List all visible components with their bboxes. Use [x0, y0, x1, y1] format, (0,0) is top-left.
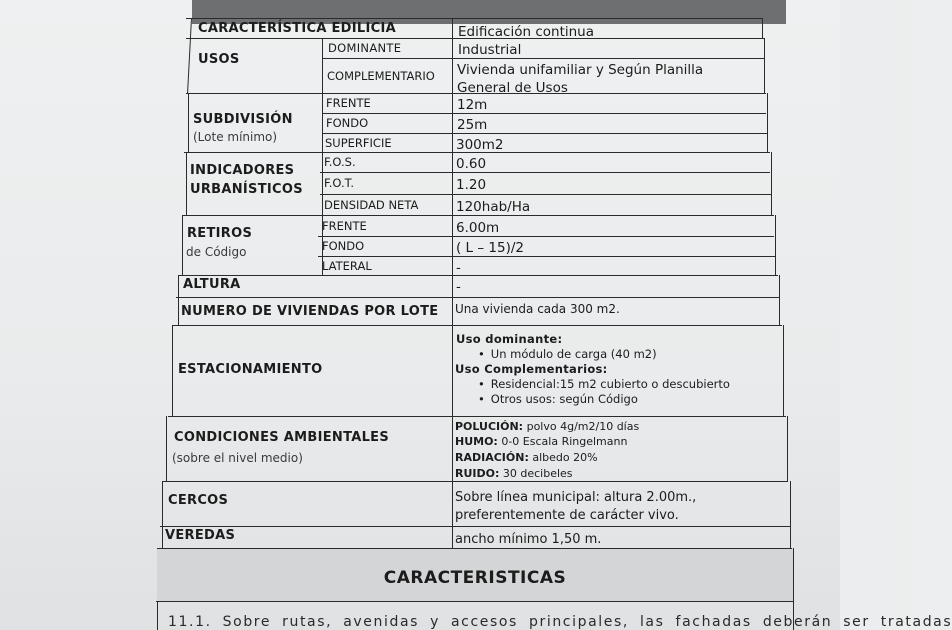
col-line: [452, 18, 453, 548]
uso-complementarios-item-2: • Otros usos: según Código: [478, 392, 638, 406]
row-line: [320, 172, 770, 173]
condiciones-sub: (sobre el nivel medio): [172, 451, 303, 465]
altura-label: ALTURA: [183, 277, 241, 292]
viviendas-value: Una vivienda cada 300 m2.: [455, 302, 620, 316]
subdivision-sub: (Lote mínimo): [193, 130, 278, 144]
row-line: [322, 58, 764, 59]
col-line: [790, 481, 791, 548]
caracteristica-edilicia-value: Edificación continua: [458, 24, 594, 40]
densidad-value: 120hab/Ha: [456, 199, 531, 215]
col-line: [178, 275, 179, 325]
row-line: [182, 215, 774, 216]
row-line: [318, 236, 774, 237]
cercos-value-line1: Sobre línea municipal: altura 2.00m.,: [455, 490, 697, 505]
col-line: [767, 93, 768, 152]
viviendas-label: NUMERO DE VIVIENDAS POR LOTE: [181, 304, 439, 319]
retiros-lateral-label: LATERAL: [322, 259, 372, 273]
usos-dominante-value: Industrial: [458, 42, 522, 58]
condicion-ruido: RUIDO: 30 decibeles: [455, 467, 573, 480]
usos-complementario-value-line1: Vivienda unifamiliar y Según Planilla: [457, 62, 704, 78]
uso-complementarios-item-1: • Residencial:15 m2 cubierto o descubierto: [478, 377, 730, 391]
col-line: [771, 152, 772, 215]
usos-complementario-value-line2: General de Usos: [457, 80, 568, 96]
usos-dominante-label: DOMINANTE: [328, 41, 402, 55]
col-line: [186, 152, 187, 215]
subdivision-label: SUBDIVISIÓN: [193, 112, 293, 127]
fos-value: 0.60: [456, 156, 487, 172]
condicion-radiacion: RADIACIÓN: albedo 20%: [455, 451, 598, 464]
row-line: [168, 416, 786, 417]
fos-label: F.O.S.: [324, 155, 356, 169]
fot-label: F.O.T.: [324, 176, 354, 190]
col-line: [182, 215, 183, 275]
altura-value: -: [456, 279, 461, 295]
cercos-value-line2: preferentemente de carácter vivo.: [455, 508, 679, 523]
subdivision-fondo-label: FONDO: [326, 116, 369, 130]
retiros-sub: de Código: [186, 245, 247, 259]
row-line: [186, 18, 762, 19]
subdivision-superficie-value: 300m2: [456, 137, 504, 153]
retiros-frente-label: FRENTE: [322, 219, 367, 233]
row-line: [318, 256, 776, 257]
paragraph-11-1: 11.1. Sobre rutas, avenidas y accesos principales, las fachadas deberán ser tratadas: [168, 614, 952, 630]
retiros-fondo-value: ( L – 15)/2: [456, 240, 524, 256]
row-line: [320, 194, 772, 195]
retiros-label: RETIROS: [187, 226, 253, 241]
condicion-humo: HUMO: 0-0 Escala Ringelmann: [455, 435, 628, 448]
densidad-label: DENSIDAD NETA: [324, 198, 419, 212]
row-line: [156, 601, 794, 602]
col-line: [172, 325, 173, 416]
fot-value: 1.20: [456, 177, 487, 193]
retiros-frente-value: 6.00m: [456, 220, 500, 236]
row-line: [172, 325, 782, 326]
col-line: [188, 93, 189, 152]
row-line: [322, 113, 766, 114]
subdivision-fondo-value: 25m: [457, 117, 488, 133]
col-line: [764, 38, 765, 93]
row-line: [160, 526, 790, 527]
veredas-label: VEREDAS: [165, 528, 236, 543]
col-line: [779, 275, 780, 325]
condiciones-label: CONDICIONES AMBIENTALES: [174, 430, 390, 445]
indicadores-label-line1: INDICADORES: [190, 163, 295, 178]
condicion-polucion: POLUCIÓN: polvo 4g/m2/10 días: [455, 420, 640, 433]
veredas-value: ancho mínimo 1,50 m.: [455, 532, 602, 547]
col-line: [775, 215, 776, 275]
col-line: [762, 18, 763, 38]
usos-label: USOS: [198, 52, 240, 67]
col-line: [162, 481, 163, 548]
uso-dominante-item: • Un módulo de carga (40 m2): [478, 347, 657, 361]
subdivision-frente-label: FRENTE: [326, 96, 371, 110]
uso-dominante-heading: Uso dominante:: [456, 332, 563, 346]
row-line: [178, 275, 778, 276]
subdivision-frente-value: 12m: [457, 97, 488, 113]
row-line: [176, 297, 780, 298]
retiros-lateral-value: -: [456, 260, 461, 276]
section-title: CARACTERISTICAS: [383, 568, 567, 588]
subdivision-superficie-label: SUPERFICIE: [325, 136, 392, 150]
row-line: [322, 133, 768, 134]
col-line: [166, 416, 167, 481]
indicadores-label-line2: URBANÍSTICOS: [190, 182, 303, 197]
uso-complementarios-heading: Uso Complementarios:: [455, 362, 608, 376]
col-line: [783, 325, 784, 416]
usos-complementario-label: COMPLEMENTARIO: [327, 69, 435, 83]
retiros-fondo-label: FONDO: [322, 239, 365, 253]
caracteristica-edilicia-label: CARACTERÍSTICA EDILICIA: [198, 21, 396, 36]
estacionamiento-label: ESTACIONAMIENTO: [178, 362, 323, 377]
col-line: [787, 416, 788, 481]
cercos-label: CERCOS: [168, 493, 229, 508]
